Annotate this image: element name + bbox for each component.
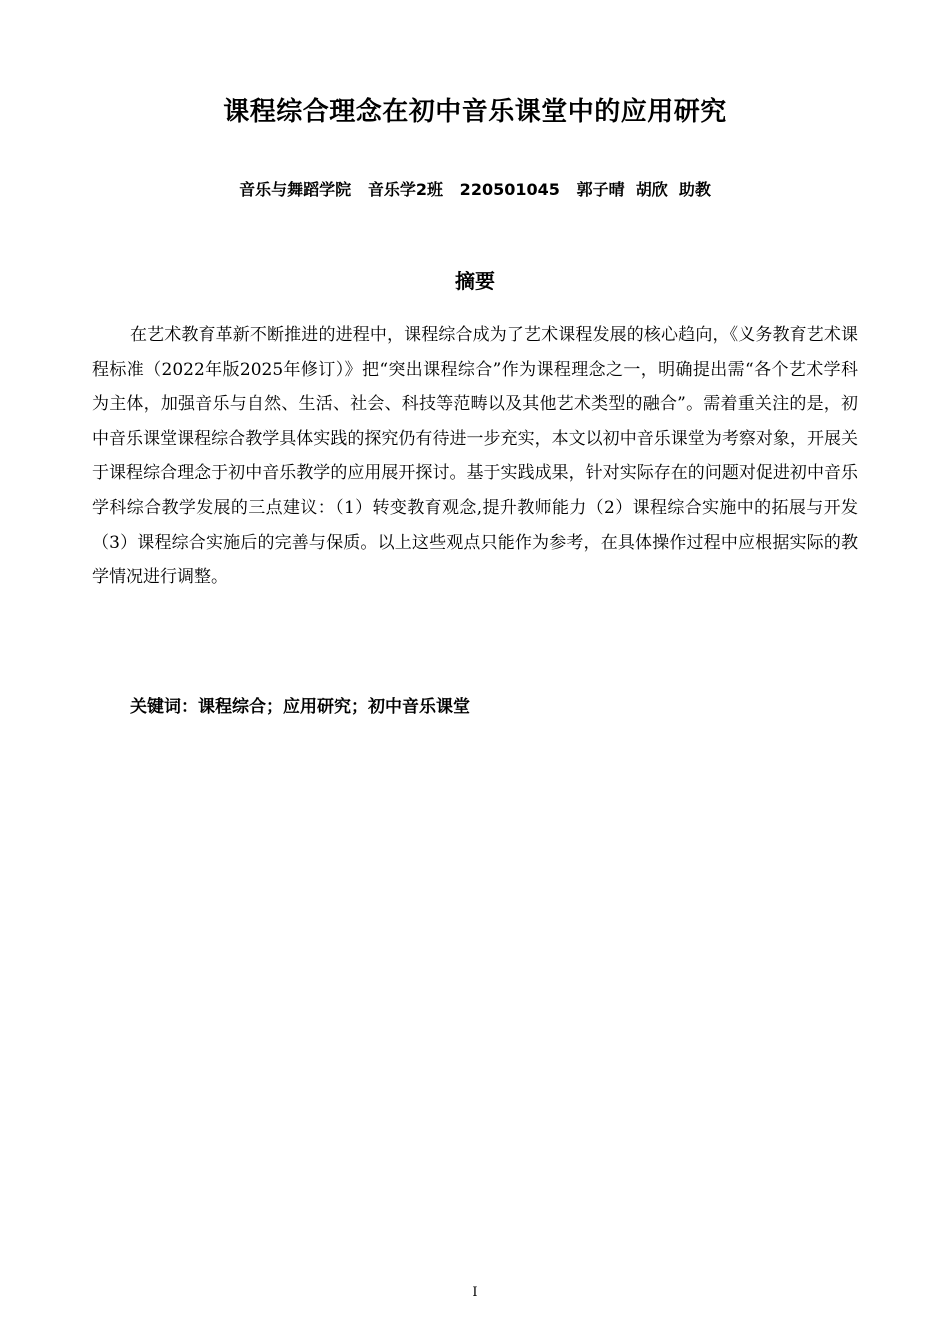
- abstract-heading: 摘要: [455, 269, 495, 293]
- paper-title: 课程综合理念在初中音乐课堂中的应用研究: [223, 97, 727, 127]
- abstract-paragraph: 在艺术教育革新不断推进的进程中，课程综合成为了艺术课程发展的核心趋向，《义务教育艺术课程标准（2022年版2025年修订）》把“突出课程综合”作为课程理念之一，明确提出需“各个艺术学科为主体，加强音乐与自然、生活、社会、科技等范畴以及其他艺术类型的融合”。需着重关注的是，初中音乐课堂课程综合教学具体实践的探究仍有待进一步充实，本文以初中音乐课堂为考察对象，开展关于课程综合理念于初中音乐教学的应用展开探讨。基于实践成果，针对实际存在的问题对促进初中音乐学科综合教学发展的三点建议：（1）转变教育观念,提升教师能力（2）课程综合实施中的拓展与开发（3）课程综合实施后的完善与保质。以上这些观点只能作为参考，在具体操作过程中应根据实际的教学情况进行调整。: [92, 325, 858, 588]
- author-byline: 音乐与舞蹈学院 音乐学2班 220501045 郭子晴 胡欣 助教: [239, 180, 711, 199]
- page-number: I: [472, 1285, 478, 1300]
- keywords-line: 关键词：课程综合；应用研究；初中音乐课堂: [130, 697, 470, 717]
